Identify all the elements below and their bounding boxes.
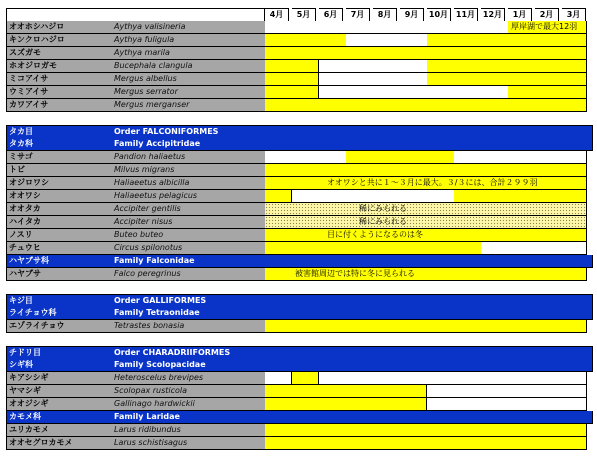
- species-row: [6, 229, 587, 242]
- occurrence-bar: [265, 34, 587, 47]
- species-row: [6, 437, 587, 450]
- occurrence-bar: [265, 164, 587, 177]
- species-row: [6, 86, 587, 99]
- occurrence-bar: [265, 86, 587, 99]
- absent-segment: [265, 21, 508, 33]
- order-latin-name: Order CHARADRIIFORMES: [108, 346, 593, 360]
- order-header-row: [6, 294, 587, 307]
- occurrence-note: 厚岸湖で最大12羽: [511, 22, 578, 31]
- month-nov: 11月: [454, 8, 478, 22]
- present-segment: [265, 320, 586, 332]
- species-row: [6, 34, 587, 47]
- absent-segment: [454, 151, 586, 163]
- species-jp-name: ノスリ: [6, 229, 111, 242]
- family-latin-name: Family Falconidae: [108, 255, 593, 268]
- month-feb: 2月: [535, 8, 559, 22]
- species-row: [6, 164, 587, 177]
- present-segment: [265, 385, 427, 397]
- species-jp-name: ミコアイサ: [6, 73, 111, 86]
- present-segment: [265, 47, 586, 59]
- occurrence-bar: [265, 47, 587, 60]
- family-jp-name: カモメ科: [6, 411, 111, 424]
- species-jp-name: ハヤブサ: [6, 268, 111, 281]
- species-jp-name: スズガモ: [6, 47, 111, 60]
- species-jp-name: オジロワシ: [6, 177, 111, 190]
- occurrence-bar: [265, 60, 587, 73]
- present-segment: [265, 190, 292, 202]
- present-segment: [265, 86, 319, 98]
- present-segment: [427, 73, 586, 85]
- occurrence-bar: [265, 424, 587, 437]
- species-latin-name: Bucephala clangula: [108, 60, 271, 73]
- present-segment: [265, 398, 427, 410]
- present-segment: [265, 229, 586, 241]
- species-latin-name: Circus spilonotus: [108, 242, 271, 255]
- species-jp-name: ホオジロガモ: [6, 60, 111, 73]
- family-jp-name: ライチョウ科: [6, 307, 111, 320]
- absent-segment: [319, 372, 586, 384]
- occurrence-note: 稀にみられる: [359, 204, 407, 213]
- order-jp-name: チドリ目: [6, 346, 111, 360]
- month-sep: 9月: [400, 8, 424, 22]
- species-latin-name: Mergus merganser: [108, 99, 271, 112]
- species-row: [6, 99, 587, 112]
- occurrence-note: 目に付くようになるのは冬: [327, 230, 423, 239]
- present-segment: [265, 34, 346, 46]
- present-segment: [427, 34, 586, 46]
- species-row: [6, 203, 587, 216]
- present-segment: [454, 190, 586, 202]
- species-jp-name: キンクロハジロ: [6, 34, 111, 47]
- present-segment: [508, 86, 586, 98]
- absent-segment: [319, 86, 508, 98]
- species-jp-name: ウミアイサ: [6, 86, 111, 99]
- species-row: [6, 385, 587, 398]
- family-header-row: [6, 411, 587, 424]
- occurrence-note: 稀にみられる: [359, 217, 407, 226]
- month-apr: 4月: [265, 8, 289, 22]
- family-header-row: [6, 359, 587, 372]
- order-jp-name: キジ目: [6, 294, 111, 308]
- family-latin-name: Family Scolopacidae: [108, 359, 593, 372]
- present-segment: [265, 437, 586, 449]
- occurrence-bar: [265, 229, 587, 242]
- occurrence-note: オオワシと共に１〜３月に最大。３/３には、合計２９９羽: [327, 178, 538, 187]
- present-segment: [265, 99, 586, 111]
- family-jp-name: シギ科: [6, 359, 111, 372]
- present-segment: [265, 164, 586, 176]
- species-jp-name: オオホシハジロ: [6, 21, 111, 34]
- species-latin-name: Tetrastes bonasia: [108, 320, 271, 333]
- species-latin-name: Mergus serrator: [108, 86, 271, 99]
- species-row: [6, 372, 587, 385]
- species-latin-name: Scolopax rusticola: [108, 385, 271, 398]
- absent-segment: [427, 385, 586, 397]
- occurrence-bar: [265, 372, 587, 385]
- species-latin-name: Haliaeetus albicilla: [108, 177, 271, 190]
- species-latin-name: Larus ridibundus: [108, 424, 271, 437]
- species-latin-name: Buteo buteo: [108, 229, 271, 242]
- family-latin-name: Family Tetraonidae: [108, 307, 593, 320]
- present-segment: [427, 60, 586, 72]
- occurrence-note: 被害館周辺では特に冬に見られる: [295, 269, 415, 278]
- order-header-row: [6, 346, 587, 359]
- species-jp-name: ミサゴ: [6, 151, 111, 164]
- species-row: [6, 60, 587, 73]
- absent-segment: [319, 73, 427, 85]
- month-header-row: [6, 8, 587, 21]
- month-jun: 6月: [319, 8, 343, 22]
- absent-segment: [265, 372, 292, 384]
- species-jp-name: ハイタカ: [6, 216, 111, 229]
- species-row: [6, 73, 587, 86]
- present-segment: [265, 73, 319, 85]
- month-jan: 1月: [508, 8, 532, 22]
- species-row: [6, 268, 587, 281]
- species-jp-name: トビ: [6, 164, 111, 177]
- species-jp-name: オオジシギ: [6, 398, 111, 411]
- occurrence-bar: [265, 268, 587, 281]
- month-mar: 3月: [562, 8, 586, 22]
- species-jp-name: オオタカ: [6, 203, 111, 216]
- absent-segment: [427, 398, 586, 410]
- species-latin-name: Aythya valisineria: [108, 21, 271, 34]
- month-aug: 8月: [373, 8, 397, 22]
- family-jp-name: タカ科: [6, 138, 111, 151]
- family-header-row: [6, 307, 587, 320]
- species-row: [6, 216, 587, 229]
- occurrence-bar: [265, 437, 587, 450]
- month-may: 5月: [292, 8, 316, 22]
- occurrence-bar: [265, 177, 587, 190]
- occurrence-bar: [265, 398, 587, 411]
- species-latin-name: Accipiter gentilis: [108, 203, 271, 216]
- species-latin-name: Accipiter nisus: [108, 216, 271, 229]
- species-latin-name: Mergus albellus: [108, 73, 271, 86]
- species-row: [6, 151, 587, 164]
- species-jp-name: ヤマシギ: [6, 385, 111, 398]
- species-jp-name: ユリカモメ: [6, 424, 111, 437]
- occurrence-bar: [265, 203, 587, 216]
- present-segment: [292, 372, 319, 384]
- present-segment: [265, 424, 586, 436]
- species-latin-name: Gallinago hardwickii: [108, 398, 271, 411]
- species-latin-name: Pandion haliaetus: [108, 151, 271, 164]
- occurrence-bar: [265, 21, 587, 34]
- absent-segment: [292, 190, 454, 202]
- occurrence-bar: [265, 242, 587, 255]
- species-latin-name: Milvus migrans: [108, 164, 271, 177]
- species-latin-name: Falco peregrinus: [108, 268, 271, 281]
- order-latin-name: Order GALLIFORMES: [108, 294, 593, 308]
- species-latin-name: Aythya marila: [108, 47, 271, 60]
- species-latin-name: Haliaeetus pelagicus: [108, 190, 271, 203]
- family-header-row: [6, 138, 587, 151]
- species-jp-name: エゾライチョウ: [6, 320, 111, 333]
- species-row: [6, 424, 587, 437]
- family-header-row: [6, 255, 587, 268]
- species-row: [6, 320, 587, 333]
- order-header-row: [6, 125, 587, 138]
- species-jp-name: オオセグロカモメ: [6, 437, 111, 450]
- species-row: [6, 47, 587, 60]
- month-jul: 7月: [346, 8, 370, 22]
- month-dec: 12月: [481, 8, 505, 22]
- header-blank-jp: [6, 8, 109, 22]
- rare-segment: [265, 203, 586, 215]
- species-jp-name: チュウヒ: [6, 242, 111, 255]
- month-oct: 10月: [427, 8, 451, 22]
- species-latin-name: Aythya fuligula: [108, 34, 271, 47]
- species-row: [6, 398, 587, 411]
- occurrence-bar: [265, 190, 587, 203]
- species-latin-name: Larus schistisagus: [108, 437, 271, 450]
- species-row: [6, 177, 587, 190]
- occurrence-bar: [265, 99, 587, 112]
- occurrence-bar: [265, 320, 587, 333]
- species-jp-name: カワアイサ: [6, 99, 111, 112]
- rare-segment: [265, 216, 586, 228]
- occurrence-bar: [265, 151, 587, 164]
- species-latin-name: Heteroscelus brevipes: [108, 372, 271, 385]
- present-segment: [265, 242, 481, 254]
- species-row: [6, 21, 587, 34]
- order-latin-name: Order FALCONIFORMES: [108, 125, 593, 139]
- species-row: [6, 190, 587, 203]
- header-blank-lat: [108, 8, 265, 22]
- occurrence-bar: [265, 385, 587, 398]
- family-jp-name: ハヤブサ科: [6, 255, 111, 268]
- species-jp-name: オオワシ: [6, 190, 111, 203]
- absent-segment: [319, 60, 427, 72]
- family-latin-name: Family Laridae: [108, 411, 593, 424]
- absent-segment: [481, 242, 586, 254]
- absent-segment: [265, 151, 346, 163]
- family-latin-name: Family Accipitridae: [108, 138, 593, 151]
- occurrence-bar: [265, 73, 587, 86]
- species-jp-name: キアシシギ: [6, 372, 111, 385]
- occurrence-bar: [265, 216, 587, 229]
- order-jp-name: タカ目: [6, 125, 111, 139]
- present-segment: [346, 151, 454, 163]
- present-segment: [265, 60, 319, 72]
- absent-segment: [346, 34, 427, 46]
- species-row: [6, 242, 587, 255]
